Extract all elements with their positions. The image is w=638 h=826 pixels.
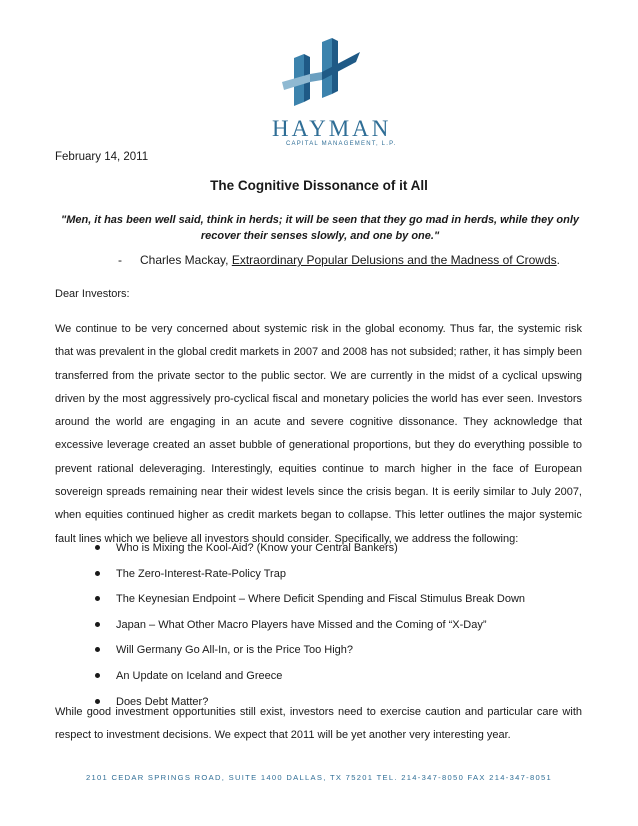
attribution-author: Charles Mackay, [140,253,232,267]
topics-list [95,540,525,719]
list-item [95,642,525,668]
bullet-icon [95,596,100,601]
body-paragraph-2: While good investment opportunities still exist, investors need to exercise caution and particular care with respect to investment decisions. We expect that 2011 will be yet another very interesting year. [55,706,582,742]
footer-address: 2101 CEDAR SPRINGS ROAD, SUITE 1400 DALLAS, TX 75201 TEL. 214-347-8050 FAX 214-347-8051 [85,773,553,782]
list-item [95,617,525,643]
attribution-end: . [556,253,560,267]
attribution-dash: - [118,253,122,267]
bullet-icon [95,647,100,652]
bullet-icon [95,545,100,550]
bullet-icon [95,622,100,627]
letter-date: February 14, 2011 [55,151,149,163]
list-item [95,591,525,617]
list-item [95,540,525,566]
list-item-text: An Update on Iceland and Greece [116,669,283,682]
list-item [95,668,525,694]
bullet-icon [95,673,100,678]
quote-attribution [118,253,560,267]
list-item-text: Japan – What Other Macro Players have Missed and the Coming of “X-Day” [116,618,487,631]
logo-subtitle: CAPITAL MANAGEMENT, L.P. [286,141,397,147]
list-item-text: The Keynesian Endpoint – Where Deficit Spending and Fiscal Stimulus Break Down [116,593,526,606]
hayman-h-mark-icon [280,36,366,118]
bullet-icon [95,571,100,576]
salutation: Dear Investors: [55,288,130,300]
list-item [95,566,525,592]
list-item-text: The Zero-Interest-Rate-Policy Trap [116,567,286,580]
list-item-text: Will Germany Go All-In, or is the Price Too High? [116,644,353,657]
list-item-text: Does Debt Matter? [116,695,209,708]
letter-title: The Cognitive Dissonance of it All [210,178,428,193]
attribution-book-title: Extraordinary Popular Delusions and the Madness of Crowds [231,253,557,267]
opening-quote: "Men, it has been well said, think in herds; it will be seen that they go mad in herds, while they only recover their senses slowly, and one by one." [60,214,580,242]
logo-wordmark: HAYMAN [272,116,392,141]
body-paragraph-1: We continue to be very concerned about systemic risk in the global economy. Thus far, the systemic risk that was prevalent in the global credit markets in 2007 and 2008 has not subsided; rather, it has simply been transferred from the private sector to the public sector. We are currently in the midst of a cyclical upswing driven by the most aggressively pro-cyclical fiscal and monetary policies the world has ever seen. Investors around the world are engaging in an acute and severe cognitive dissonance. They acknowledge that excessive leverage created an asset bubble of generational proportions, but they do everything possible to prevent rational deleveraging. Interestingly, equities continue to march higher in the face of European sovereign spreads remaining near their widest levels since the crisis began. It is eerily similar to July 2007, when equities continued higher as credit markets began to collapse. This letter outlines the major systemic fault lines which we believe all investors should consider. Specifically, we address the following: [55,323,582,545]
list-item-text: Who is Mixing the Kool-Aid? (Know your Central Bankers) [116,542,398,554]
